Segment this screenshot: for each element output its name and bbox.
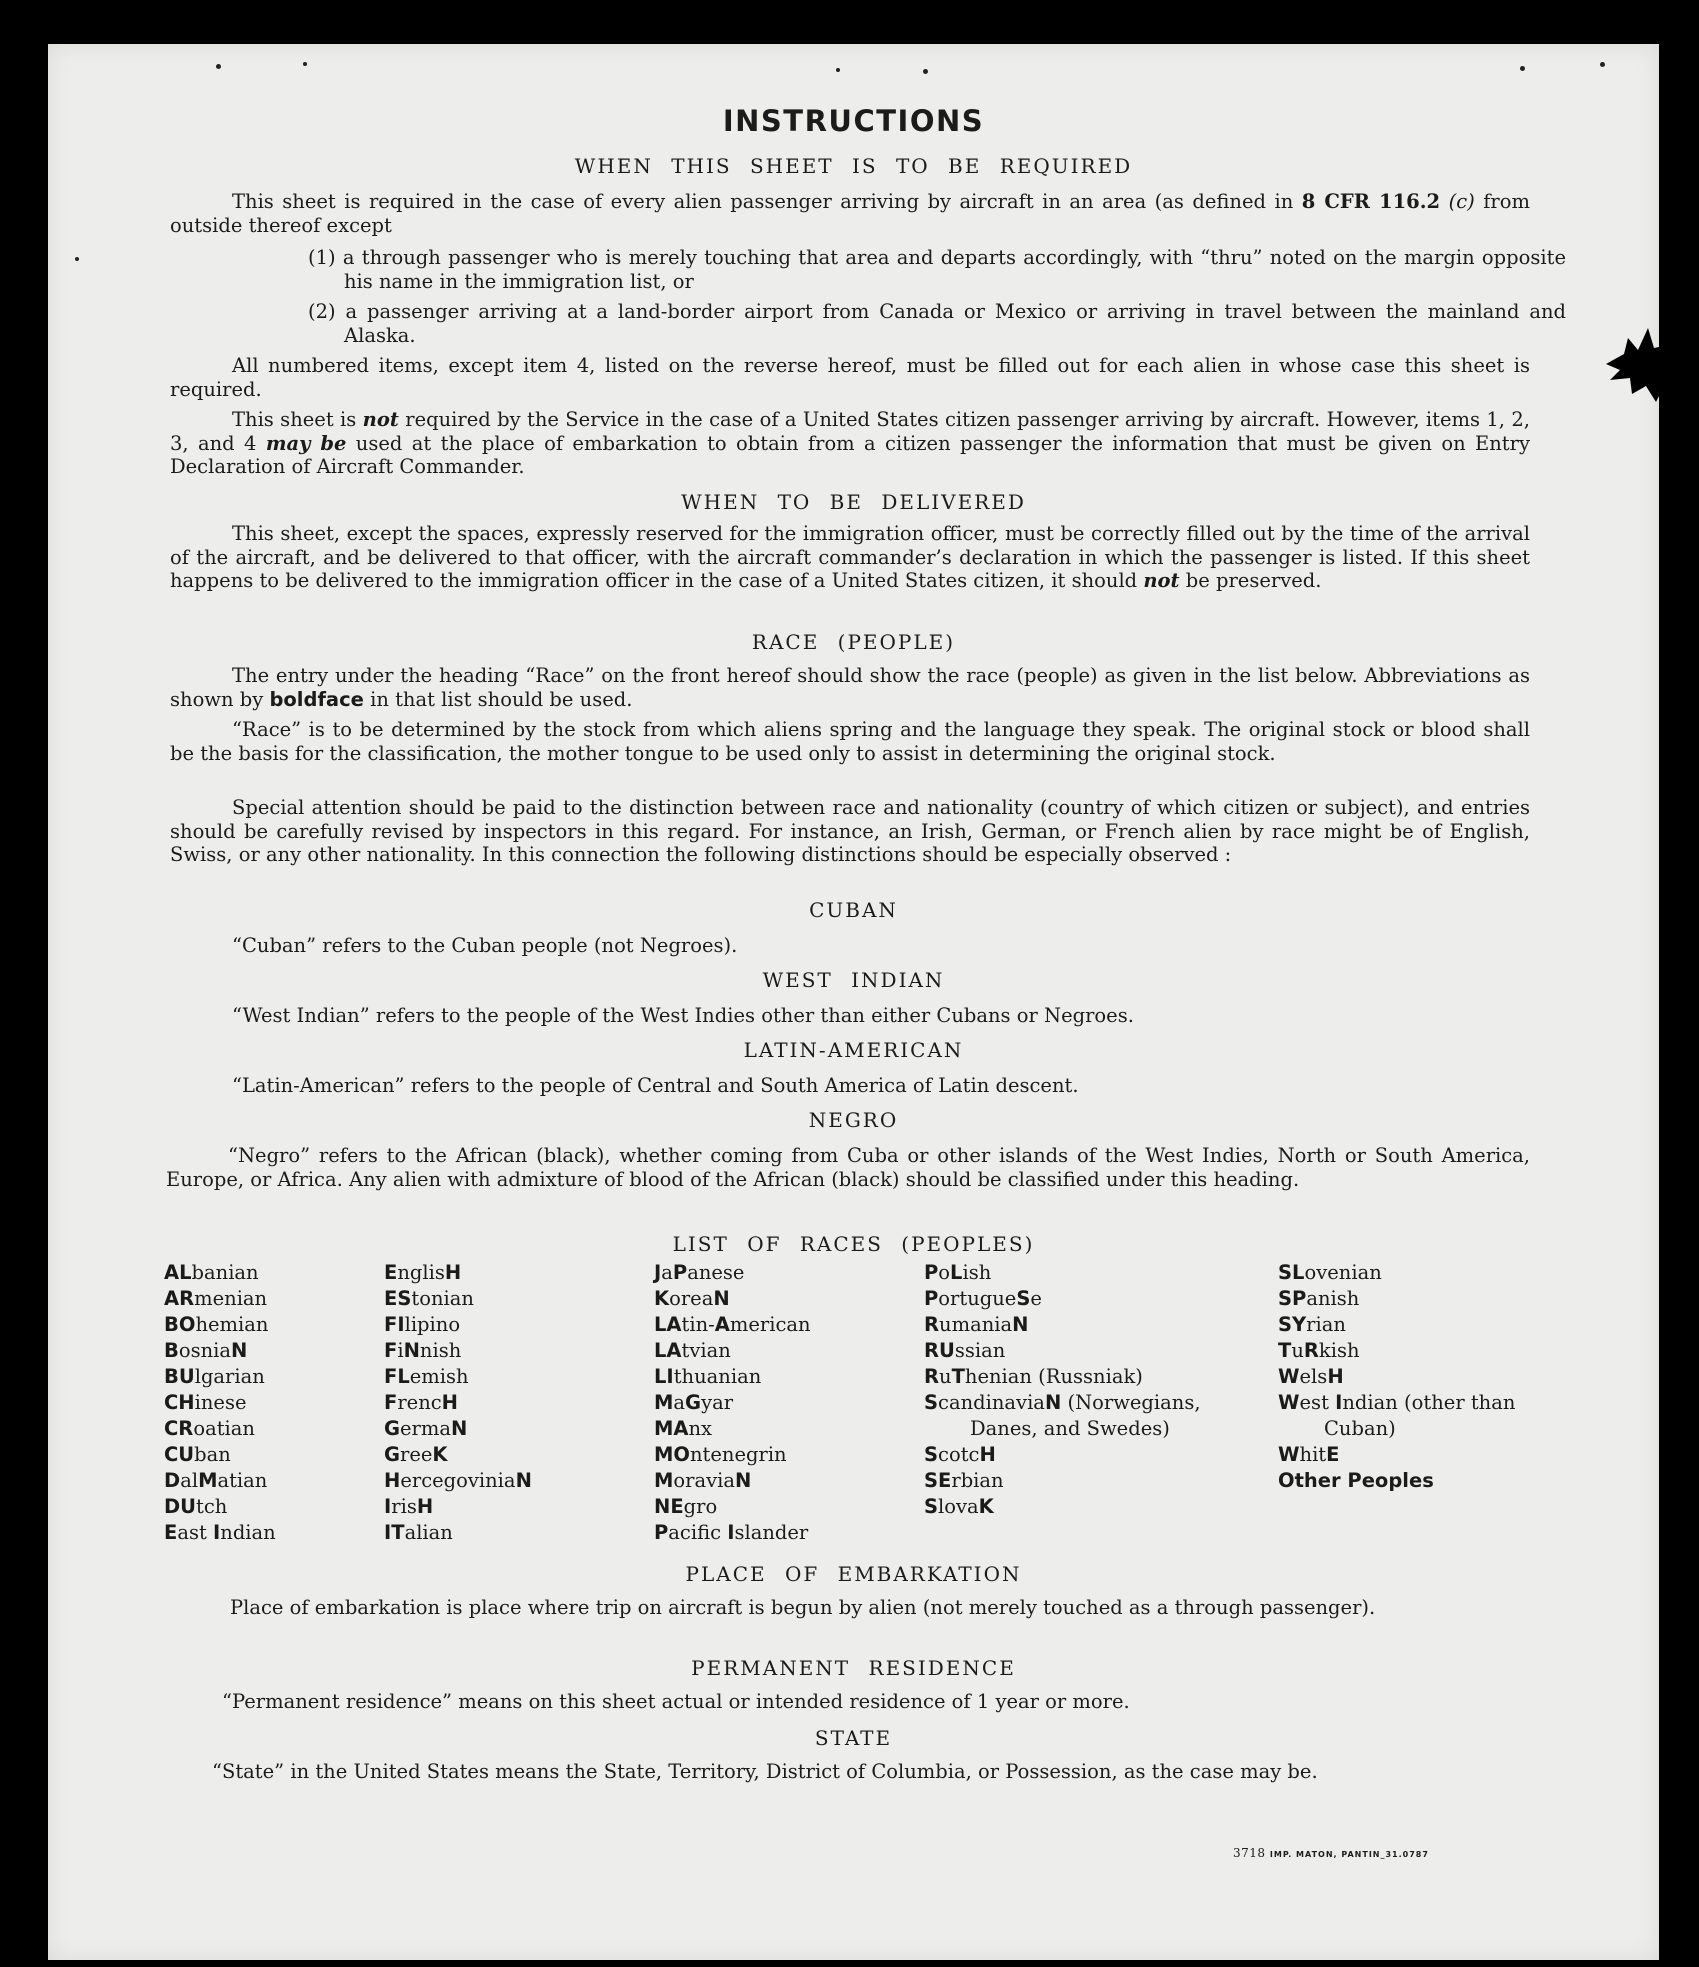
race-item: West Indian (other than Cuban) <box>1278 1391 1516 1440</box>
speck <box>75 257 79 261</box>
exception-item-2: (2) a passenger arriving at a land-border airport from Canada or Mexico or arriving in travel between the mainland and Alaska. <box>308 300 1566 347</box>
ink-blot <box>1604 324 1699 404</box>
paragraph-embarkation: Place of embarkation is place where trip on aircraft is begun by alien (not merely touched as a through passenger). <box>230 1596 1376 1619</box>
heading-state: STATE <box>814 1726 893 1750</box>
race-item: GermaN <box>384 1417 468 1440</box>
heading-cuban: CUBAN <box>809 898 898 922</box>
race-item: NEgro <box>654 1495 718 1518</box>
heading-permanent-residence: PERMANENT RESIDENCE <box>691 1656 1016 1680</box>
races-column-3 <box>654 1260 904 1546</box>
page-title: INSTRUCTIONS <box>722 104 985 138</box>
heading-latin-american: LATIN-AMERICAN <box>743 1038 964 1062</box>
race-item: RumaniaN <box>924 1313 1029 1336</box>
heading-race: RACE (PEOPLE) <box>751 630 956 654</box>
race-item: PortugueSe <box>924 1287 1042 1310</box>
race-item: Pacific Islander <box>654 1521 809 1544</box>
race-item: ARmenian <box>164 1287 268 1310</box>
speck <box>303 62 307 66</box>
speck <box>1600 62 1605 67</box>
race-item: WelsH <box>1278 1365 1344 1388</box>
race-item: TuRkish <box>1278 1339 1360 1362</box>
race-item: GreeK <box>384 1443 448 1466</box>
speck <box>1520 66 1525 71</box>
race-item: ScandinaviaN (Norwegians, Danes, and Swedes) <box>924 1391 1201 1440</box>
race-item: CUban <box>164 1443 231 1466</box>
race-item: BUlgarian <box>164 1365 265 1388</box>
race-item: HercegoviniaN <box>384 1469 532 1492</box>
race-item: DUtch <box>164 1495 228 1518</box>
race-item: RUssian <box>924 1339 1006 1362</box>
heading-negro: NEGRO <box>808 1108 899 1132</box>
races-column-1 <box>164 1260 374 1546</box>
race-item: SPanish <box>1278 1287 1360 1310</box>
race-item: LIthuanian <box>654 1365 762 1388</box>
races-column-5 <box>1278 1260 1528 1494</box>
heading-list-of-races: LIST OF RACES (PEOPLES) <box>672 1232 1035 1256</box>
race-item: LAtin-American <box>654 1313 811 1336</box>
race-item: CRoatian <box>164 1417 255 1440</box>
paragraph-residence: “Permanent residence” means on this sheet actual or intended residence of 1 year or more. <box>222 1690 1130 1713</box>
race-item: MaGyar <box>654 1391 734 1414</box>
race-item: ITalian <box>384 1521 453 1544</box>
race-item: ScotcH <box>924 1443 996 1466</box>
race-item: BosniaN <box>164 1339 248 1362</box>
race-item: DalMatian <box>164 1469 268 1492</box>
paragraph-numbered-items: All numbered items, except item 4, listed on the reverse hereof, must be filled out for each alien in whose case this sheet is required. <box>170 354 1530 401</box>
exception-item-1: (1) a through passenger who is merely touching that area and departs accordingly, with “thru” noted on the margin opposite his name in the immigration list, or <box>308 246 1566 293</box>
race-item: MOntenegrin <box>654 1443 787 1466</box>
paragraph-race-entry: The entry under the heading “Race” on the front hereof should show the race (people) as given in the list below. Abbreviations as shown by boldface in that list should be used. <box>170 664 1530 711</box>
race-item: SlovaK <box>924 1495 994 1518</box>
heading-west-indian: WEST INDIAN <box>762 968 945 992</box>
heading-when-delivered: WHEN TO BE DELIVERED <box>681 490 1026 514</box>
speck <box>923 69 928 74</box>
race-item: RuThenian (Russniak) <box>924 1365 1143 1388</box>
races-column-2 <box>384 1260 634 1546</box>
speck <box>216 64 221 69</box>
race-item: LAtvian <box>654 1339 731 1362</box>
paragraph-requirement: This sheet is required in the case of every alien passenger arriving by aircraft in an area (as defined in 8 CFR 116.2 (c) from outside thereof except <box>170 190 1530 237</box>
paragraph-citizen: This sheet is not required by the Service in the case of a United States citizen passenger arriving by aircraft. However, items 1, 2, 3, and 4 may be used at the place of embarkation to obtain from a citizen passenger the information that must be given on Entry Declaration of Aircraft Commander. <box>170 408 1530 478</box>
race-item: BOhemian <box>164 1313 269 1336</box>
race-item: Other Peoples <box>1278 1469 1434 1492</box>
race-item: CHinese <box>164 1391 247 1414</box>
race-item: IrisH <box>384 1495 434 1518</box>
heading-embarkation: PLACE OF EMBARKATION <box>685 1562 1022 1586</box>
paragraph-race-nationality: Special attention should be paid to the distinction between race and nationality (country of which citizen or subject), and entries should be carefully revised by inspectors in this regard. For instance, an Irish, German, or French alien by race might be of English, Swiss, or any other nationality. In this connection the following distinctions should be especially observed : <box>170 796 1530 866</box>
race-item: KoreaN <box>654 1287 730 1310</box>
race-item: EStonian <box>384 1287 474 1310</box>
race-item: SLovenian <box>1278 1261 1382 1284</box>
paragraph-state: “State” in the United States means the State, Territory, District of Columbia, or Possession, as the case may be. <box>212 1760 1318 1783</box>
paragraph-negro: “Negro” refers to the African (black), whether coming from Cuba or other islands of the West Indies, North or South America, Europe, or Africa. Any alien with admixture of blood of the African (black) should be classified under this heading. <box>166 1144 1530 1191</box>
race-item: SYrian <box>1278 1313 1346 1336</box>
race-item: PoLish <box>924 1261 992 1284</box>
race-item: SErbian <box>924 1469 1004 1492</box>
form-number: 3718 <box>1233 1846 1266 1860</box>
race-item: MoraviaN <box>654 1469 752 1492</box>
races-column-4 <box>924 1260 1234 1520</box>
paragraph-delivery: This sheet, except the spaces, expressly reserved for the immigration officer, must be correctly filled out by the time of the arrival of the aircraft, and be delivered to that officer, with the aircraft commander’s declaration in which the passenger is listed. If this sheet happens to be delivered to the immigration officer in the case of a United States citizen, it should not be preserved. <box>170 522 1530 592</box>
race-item: FLemish <box>384 1365 469 1388</box>
race-item: FiNnish <box>384 1339 462 1362</box>
document-page <box>48 44 1659 1960</box>
heading-when-required: WHEN THIS SHEET IS TO BE REQUIRED <box>574 154 1133 178</box>
race-item: East Indian <box>164 1521 276 1544</box>
race-item: FIlipino <box>384 1313 461 1336</box>
race-item: WhitE <box>1278 1443 1340 1466</box>
race-item: FrencH <box>384 1391 458 1414</box>
race-item: MAnx <box>654 1417 713 1440</box>
paragraph-race-stock: “Race” is to be determined by the stock from which aliens spring and the language they speak. The original stock or blood shall be the basis for the classification, the mother tongue to be used only to assist in determining the original stock. <box>170 718 1530 765</box>
race-item: JaPanese <box>654 1261 745 1284</box>
speck <box>836 68 840 72</box>
race-item: EnglisH <box>384 1261 462 1284</box>
race-item: ALbanian <box>164 1261 259 1284</box>
printer-name: IMP. MATON, PANTIN_31.0787 <box>1269 1850 1429 1859</box>
paragraph-west-indian: “West Indian” refers to the people of the West Indies other than either Cubans or Negroes. <box>232 1004 1134 1027</box>
paragraph-latin-american: “Latin-American” refers to the people of Central and South America of Latin descent. <box>232 1074 1079 1097</box>
paragraph-cuban: “Cuban” refers to the Cuban people (not Negroes). <box>232 934 738 957</box>
printer-imprint <box>1233 1846 1429 1860</box>
